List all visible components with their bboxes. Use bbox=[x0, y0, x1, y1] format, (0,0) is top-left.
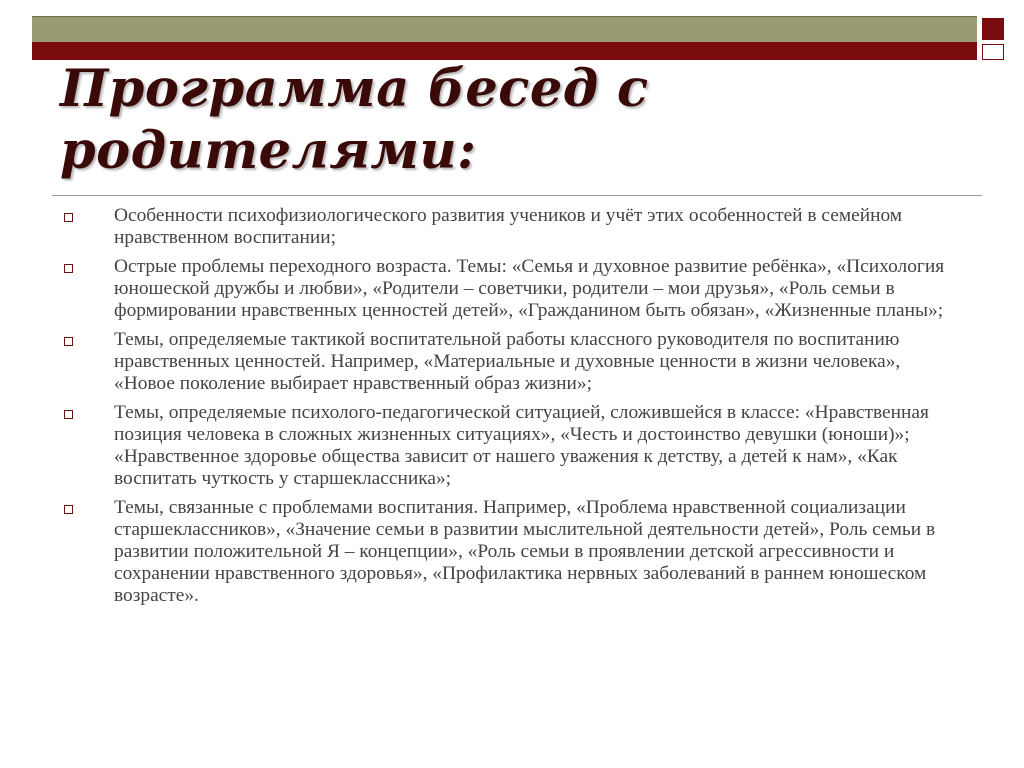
bullet-text: Темы, определяемые тактикой воспитательной работы классного руководителя по воспитанию нравственных ценностей. Например, «Материальные и духовные ценности в жизни человека», «Новое поколение выбирает нравственный образ жизни»; bbox=[114, 329, 901, 394]
bullet-text: Темы, связанные с проблемами воспитания. Например, «Проблема нравственной социализации старшеклассников», «Значение семьи в развитии мыслительной деятельности детей», Роль семьи в развитии положительной Я – концепции», «Роль семьи в проявлении детской агрессивности и сохранении нравственного здоровья», «Профилактика нервных заболеваний в раннем юношеском возрасте». bbox=[114, 497, 936, 606]
hollow-square-bullet-icon bbox=[64, 264, 73, 273]
bullet-text: Особенности психофизиологического развития учеников и учёт этих особенностей в семейном нравственном воспитании; bbox=[114, 205, 903, 248]
title-divider bbox=[52, 195, 982, 196]
list-item bbox=[60, 256, 965, 322]
list-item bbox=[60, 497, 965, 607]
bullet-text: Острые проблемы переходного возраста. Темы: «Семья и духовное развитие ребёнка», «Психология юношеской дружбы и любви», «Родители – советчики, родители – мои друзья», «Роль семьи в формировании нравственных ценностей детей», «Гражданином быть обязан», «Жизненные планы»; bbox=[114, 256, 945, 321]
list-item bbox=[60, 329, 965, 395]
corner-square-filled bbox=[982, 18, 1004, 40]
bullet-list bbox=[60, 205, 965, 614]
header-band bbox=[32, 16, 977, 43]
list-item bbox=[60, 205, 965, 249]
hollow-square-bullet-icon bbox=[64, 337, 73, 346]
corner-square-outline bbox=[982, 44, 1004, 60]
hollow-square-bullet-icon bbox=[64, 505, 73, 514]
bullet-text: Темы, определяемые психолого-педагогической ситуацией, сложившейся в классе: «Нравственная позиция человека в сложных жизненных ситуациях», «Честь и достоинство девушки (юноши)»; «Нравственное здоровье общества зависит от нашего уважения к детству, а детей к нам», «Как воспитать чуткость у старшеклассника»; bbox=[114, 402, 929, 489]
hollow-square-bullet-icon bbox=[64, 410, 73, 419]
list-item bbox=[60, 402, 965, 490]
slide-title: Программа бесед с родителями: bbox=[60, 59, 649, 181]
hollow-square-bullet-icon bbox=[64, 213, 73, 222]
